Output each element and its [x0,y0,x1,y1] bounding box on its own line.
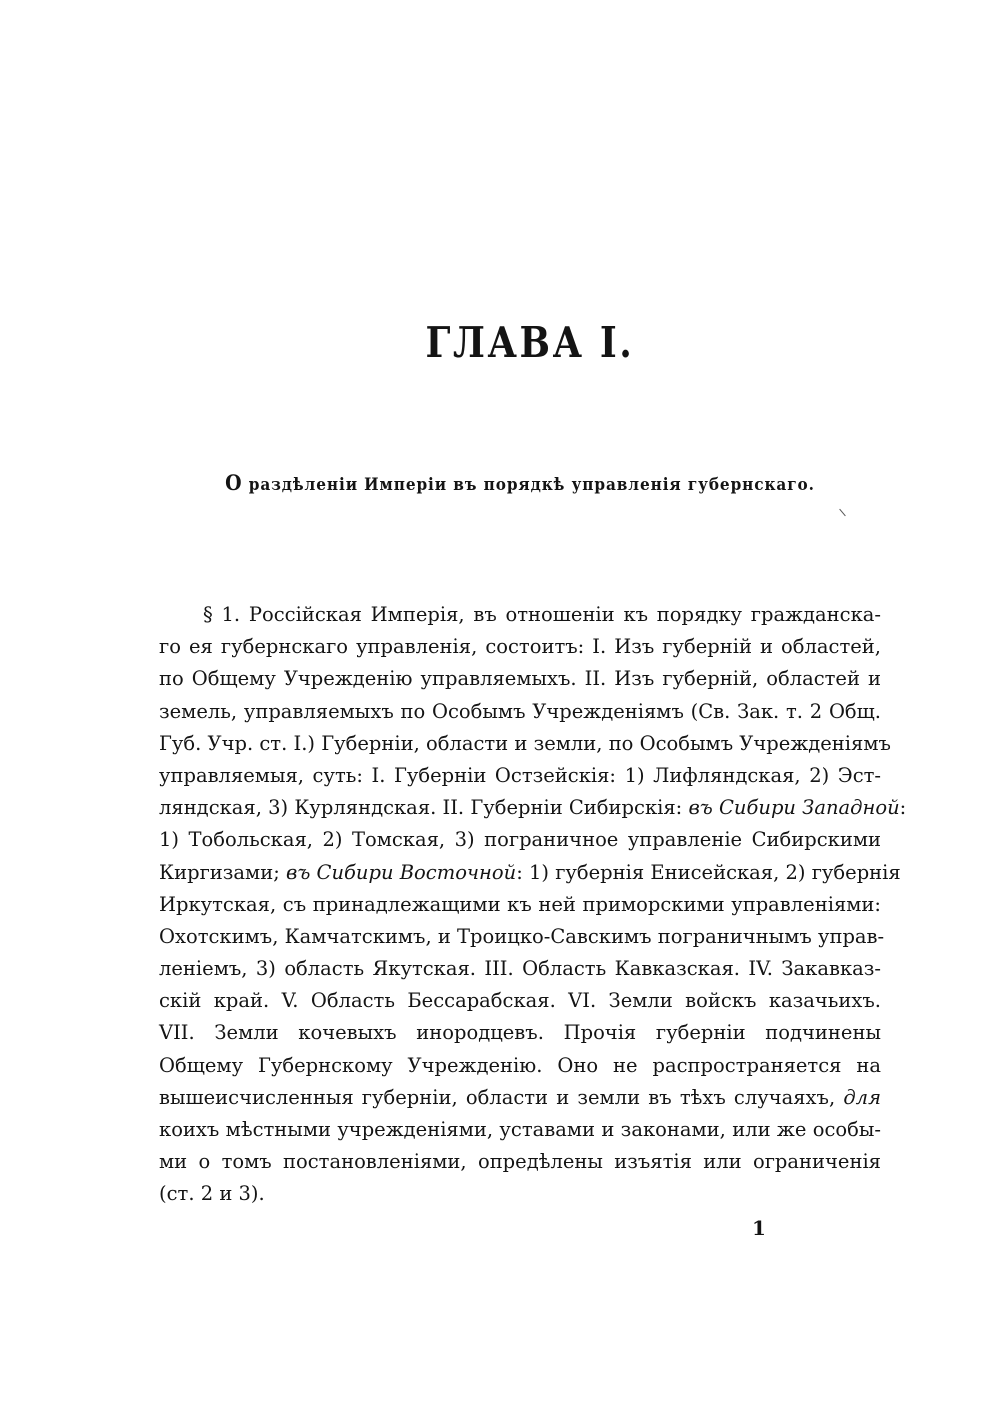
text-segment: Киргизами; [159,860,286,884]
italic-phrase: въ Сибири Восточной [285,860,517,884]
text-line: по Общему Учрежденію управляемыхъ. II. Изъ губерній, областей и [159,667,881,691]
text-line: VII. Земли кочевыхъ инородцевъ. Прочія губерніи подчинены [159,1021,881,1045]
text-line: земель, управляемыхъ по Особымъ Учрежденіямъ (Св. Зак. т. 2 Общ. [159,699,881,723]
text-line: Губ. Учр. ст. I.) Губерніи, области и земли, по Особымъ Учрежденіямъ [159,731,891,755]
text-line: 1) Тобольская, 2) Томская, 3) пограничное управленіе Сибирскими [159,828,881,852]
text-line [159,792,907,824]
text-line: го ея губернскаго управленія, состоитъ: I. Изъ губерній и областей, [159,635,881,659]
text-segment: вышеисчисленныя губерніи, области и земли въ тѣхъ случаяхъ, [159,1085,844,1109]
text-line: коихъ мѣстными учрежденіями, уставами и законами, или же особы- [159,1118,881,1141]
text-segment: : 1) губернія Енисейская, 2) губернія [516,860,901,884]
text-line: управляемыя, суть: I. Губерніи Остзейскія: 1) Лифляндская, 2) Эст- [159,763,881,787]
text-segment: : [899,796,907,820]
subtitle-initial: О [225,470,243,495]
subtitle-text: раздѣленіи Имперiи въ порядкѣ управленія губернскаго. [242,475,815,495]
text-line: леніемъ, 3) область Якутская. III. Область Кавказская. IV. Закавказ- [159,957,881,981]
text-line: § 1. Россійская Имперія, въ отношеніи къ порядку гражданска- [203,603,881,626]
text-line: Охотскимъ, Камчатскимъ, и Троицко-Савскимъ пограничнымъ управ- [159,924,885,948]
italic-phrase: въ Сибири Западной [688,796,900,820]
chapter-title: ГЛАВА I. [425,318,635,367]
text-line [159,1082,881,1114]
chapter-subtitle [52,470,988,495]
paragraph-1 [159,599,907,1211]
text-line: ми о томъ постановленіями, опредѣлены изъятія или ограниченія [159,1150,881,1174]
text-line: (ст. 2 и 3). [159,1182,265,1206]
text-line: Иркутская, съ принадлежащими къ ней приморскими управленіями: [159,892,881,916]
text-segment: ляндская, 3) Курляндская. II. Губерніи Сибирскія: [159,796,689,820]
text-line: скій край. V. Область Бессарабская. VI. Земли войскъ казачьихъ. [159,989,881,1013]
text-line: Общему Губернскому Учрежденію. Оно не распространяется на [159,1053,881,1077]
page-number: 1 [752,1216,766,1240]
italic-phrase: для [843,1085,881,1109]
print-speck [839,509,846,517]
text-line [159,857,901,889]
